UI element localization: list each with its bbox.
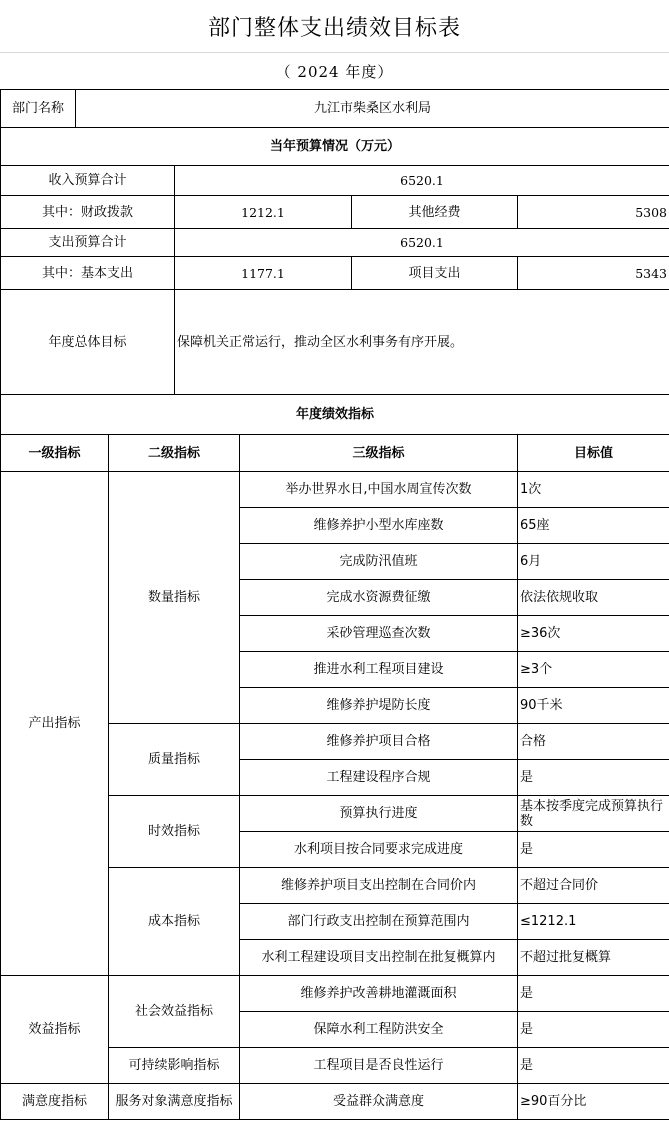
target-cell: ≥36次 <box>518 616 669 652</box>
income-fiscal-value: 1212.1 <box>175 196 352 229</box>
income-other-value: 5308 <box>518 196 669 229</box>
target-cell: 是 <box>518 1048 669 1084</box>
indicator-cell: 工程建设程序合规 <box>240 760 518 796</box>
indicator-cell: 采砂管理巡查次数 <box>240 616 518 652</box>
budget-header-row <box>1 128 669 166</box>
expense-total-row <box>1 229 669 257</box>
target-cell: 是 <box>518 832 669 868</box>
budget-header: 当年预算情况（万元） <box>1 128 669 166</box>
table-row <box>1 1084 669 1120</box>
dept-label: 部门名称 <box>1 90 76 128</box>
expense-total-value: 6520.1 <box>175 229 669 257</box>
year-row <box>0 53 669 89</box>
budget-table <box>0 89 669 435</box>
level1-benefit: 效益指标 <box>1 976 109 1084</box>
income-total-label: 收入预算合计 <box>1 166 175 196</box>
level2-quality: 质量指标 <box>109 724 240 796</box>
table-row <box>1 976 669 1012</box>
sheet-title: 部门整体支出绩效目标表 <box>207 15 461 41</box>
perf-column-headers <box>1 435 669 472</box>
target-cell: 是 <box>518 976 669 1012</box>
indicator-cell: 举办世界水日,中国水周宣传次数 <box>240 472 518 508</box>
income-total-value: 6520.1 <box>175 166 669 196</box>
target-cell: 不超过合同价 <box>518 868 669 904</box>
income-breakdown-row <box>1 196 669 229</box>
target-cell: 65座 <box>518 508 669 544</box>
level2-cost: 成本指标 <box>109 868 240 976</box>
col-level1: 一级指标 <box>1 435 109 472</box>
target-cell: 依法依规收取 <box>518 580 669 616</box>
income-fiscal-label: 其中：财政拨款 <box>1 196 175 229</box>
indicator-cell: 维修养护改善耕地灌溉面积 <box>240 976 518 1012</box>
col-target: 目标值 <box>518 435 669 472</box>
dept-row <box>1 90 669 128</box>
indicator-cell: 完成水资源费征缴 <box>240 580 518 616</box>
indicator-cell: 部门行政支出控制在预算范围内 <box>240 904 518 940</box>
indicator-cell: 水利工程建设项目支出控制在批复概算内 <box>240 940 518 976</box>
col-level3: 三级指标 <box>240 435 518 472</box>
table-row <box>1 472 669 508</box>
level2-quantity: 数量指标 <box>109 472 240 724</box>
expense-basic-value: 1177.1 <box>175 257 352 290</box>
indicator-cell: 推进水利工程项目建设 <box>240 652 518 688</box>
indicator-cell: 保障水利工程防洪安全 <box>240 1012 518 1048</box>
indicator-cell: 维修养护项目支出控制在合同价内 <box>240 868 518 904</box>
target-cell: ≥3个 <box>518 652 669 688</box>
perf-header-row <box>1 395 669 435</box>
indicator-cell: 水利项目按合同要求完成进度 <box>240 832 518 868</box>
expense-total-label: 支出预算合计 <box>1 229 175 257</box>
target-cell: 6月 <box>518 544 669 580</box>
expense-project-value: 5343 <box>518 257 669 290</box>
indicator-cell: 受益群众满意度 <box>240 1084 518 1120</box>
target-cell: 基本按季度完成预算执行数 <box>518 796 669 832</box>
expense-basic-label: 其中：基本支出 <box>1 257 175 290</box>
indicator-cell: 维修养护小型水库座数 <box>240 508 518 544</box>
indicator-cell: 维修养护堤防长度 <box>240 688 518 724</box>
level2-timeliness: 时效指标 <box>109 796 240 868</box>
indicator-cell: 维修养护项目合格 <box>240 724 518 760</box>
income-total-row <box>1 166 669 196</box>
annual-goal-row <box>1 290 669 395</box>
level2-sustain: 可持续影响指标 <box>109 1048 240 1084</box>
indicator-cell: 预算执行进度 <box>240 796 518 832</box>
level2-service: 服务对象满意度指标 <box>109 1084 240 1120</box>
year-label: （ 2024 年度） <box>275 62 394 81</box>
perf-header: 年度绩效指标 <box>1 395 669 435</box>
level2-social: 社会效益指标 <box>109 976 240 1048</box>
expense-breakdown-row <box>1 257 669 290</box>
annual-goal-text: 保障机关正常运行，推动全区水利事务有序开展。 <box>175 290 669 395</box>
target-cell: 是 <box>518 760 669 796</box>
income-other-label: 其他经费 <box>352 196 518 229</box>
col-level2: 二级指标 <box>109 435 240 472</box>
target-cell: 合格 <box>518 724 669 760</box>
target-cell: 1次 <box>518 472 669 508</box>
target-cell: 不超过批复概算 <box>518 940 669 976</box>
indicator-cell: 完成防汛值班 <box>240 544 518 580</box>
indicator-cell: 工程项目是否良性运行 <box>240 1048 518 1084</box>
level1-output: 产出指标 <box>1 472 109 976</box>
level1-satisfaction: 满意度指标 <box>1 1084 109 1120</box>
target-cell: ≥90百分比 <box>518 1084 669 1120</box>
expense-project-label: 项目支出 <box>352 257 518 290</box>
dept-value: 九江市柴桑区水利局 <box>76 90 669 128</box>
target-cell: 90千米 <box>518 688 669 724</box>
annual-goal-label: 年度总体目标 <box>1 290 175 395</box>
target-cell: 是 <box>518 1012 669 1048</box>
performance-table <box>0 434 669 1120</box>
target-cell: ≤1212.1 <box>518 904 669 940</box>
title-row <box>0 0 669 53</box>
